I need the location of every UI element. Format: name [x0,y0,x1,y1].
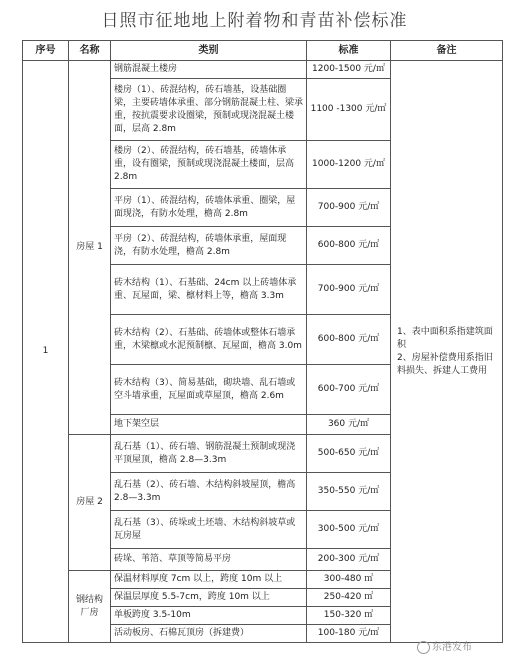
watermark-text: 东港发布 [432,642,472,653]
category-cell: 楼房（2）、砖混结构，砖石墙基，砖墙体承重，设有圈梁，预制或现浇混凝土楼面，层高 2.8m [111,141,307,189]
watermark [417,638,472,654]
standard-cell: 250-420 ㎡ [307,589,391,607]
header-row [23,41,503,61]
category-cell: 乱石基（3）、砖垛或土坯墙、木结构斜坡草或瓦房屋 [111,511,307,549]
group-house2: 房屋 2 [69,435,111,571]
standard-cell: 700-900 元/㎡ [307,265,391,315]
category-cell: 楼房（1）、砖混结构，砖石墙基，设基础圈梁，主要砖墙体承重、部分钢筋混凝土柱、梁承重，按抗震要求设圈梁，预制或现浇混凝土楼面，层高 2.8m [111,79,307,141]
standard-cell: 100-180 元/㎡ [307,625,391,643]
standard-cell: 350-550 元/㎡ [307,473,391,511]
standard-cell: 200-300 元/㎡ [307,549,391,571]
category-cell: 乱石基（1）、砖石墙、钢筋混凝土预制或现浇平顶屋顶，檐高 2.8—3.3m [111,435,307,473]
standard-cell: 360 元/㎡ [307,415,391,435]
standard-cell: 600-700 元/㎡ [307,365,391,415]
header-standard: 标准 [307,41,391,61]
page-title: 日照市征地地上附着物和青苗补偿标准 [101,11,408,31]
header-note: 备注 [391,41,503,61]
standard-cell: 1200-1500 元/㎡ [307,61,391,79]
category-cell: 乱石基（2）、砖石墙、木结构斜坡屋顶，檐高 2.8—3.3m [111,473,307,511]
category-cell: 单板跨度 3.5-10m [111,607,307,625]
standard-cell: 600-800 元/㎡ [307,227,391,265]
standard-cell: 300-500 元/㎡ [307,511,391,549]
standard-cell: 300-480 ㎡ [307,571,391,589]
category-cell: 保温层厚度 5.5-7cm，跨度 10m 以上 [111,589,307,607]
category-cell: 平房（2）、砖混结构，砖墙体承重，屋面现浇，有防水处理，檐高 2.8m [111,227,307,265]
note-cell [391,61,503,643]
standard-cell: 1000-1200 元/㎡ [307,141,391,189]
category-cell: 砖木结构（2）、石基础、砖墙体或整体石墙承重，木梁檩或水泥预制檩、瓦屋面，檐高 3.0m [111,315,307,365]
header-name: 名称 [69,41,111,61]
category-cell: 钢筋混凝土楼房 [111,61,307,79]
group-steel: 钢结构厂房 [69,571,111,643]
standard-cell: 1100 -1300 元/㎡ [307,79,391,141]
compensation-table [22,40,503,643]
standard-cell: 500-650 元/㎡ [307,435,391,473]
standard-cell: 150-320 ㎡ [307,607,391,625]
category-cell: 地下架空层 [111,415,307,435]
category-cell: 砖垛、苇箔、草顶等简易平房 [111,549,307,571]
group-house1: 房屋 1 [69,61,111,435]
note-text: 1、表中面积系指建筑面积 2、房屋补偿费用系指旧料损失、拆建人工费用 [397,326,493,376]
seq-cell: 1 [23,61,69,643]
wechat-icon [417,641,430,654]
standard-cell: 600-800 元/㎡ [307,315,391,365]
category-cell: 砖木结构（1）、石基础、24cm 以上砖墙体承重、瓦屋面，梁、檩材料上等，檐高 3.3m [111,265,307,315]
category-cell: 平房（1）、砖混结构，砖墙体承重、圈梁，屋面现浇，有防水处理，檐高 2.8m [111,189,307,227]
header-category: 类别 [111,41,307,61]
category-cell: 活动板房、石棉瓦顶房（拆建费） [111,625,307,643]
header-seq: 序号 [23,41,69,61]
category-cell: 砖木结构（3）、简易基础，砌块墙、乱石墙或空斗墙承重，瓦屋面或草屋顶，檐高 2.6m [111,365,307,415]
category-cell: 保温材料厚度 7cm 以上，跨度 10m 以上 [111,571,307,589]
table-row [23,61,503,79]
standard-cell: 700-900 元/㎡ [307,189,391,227]
